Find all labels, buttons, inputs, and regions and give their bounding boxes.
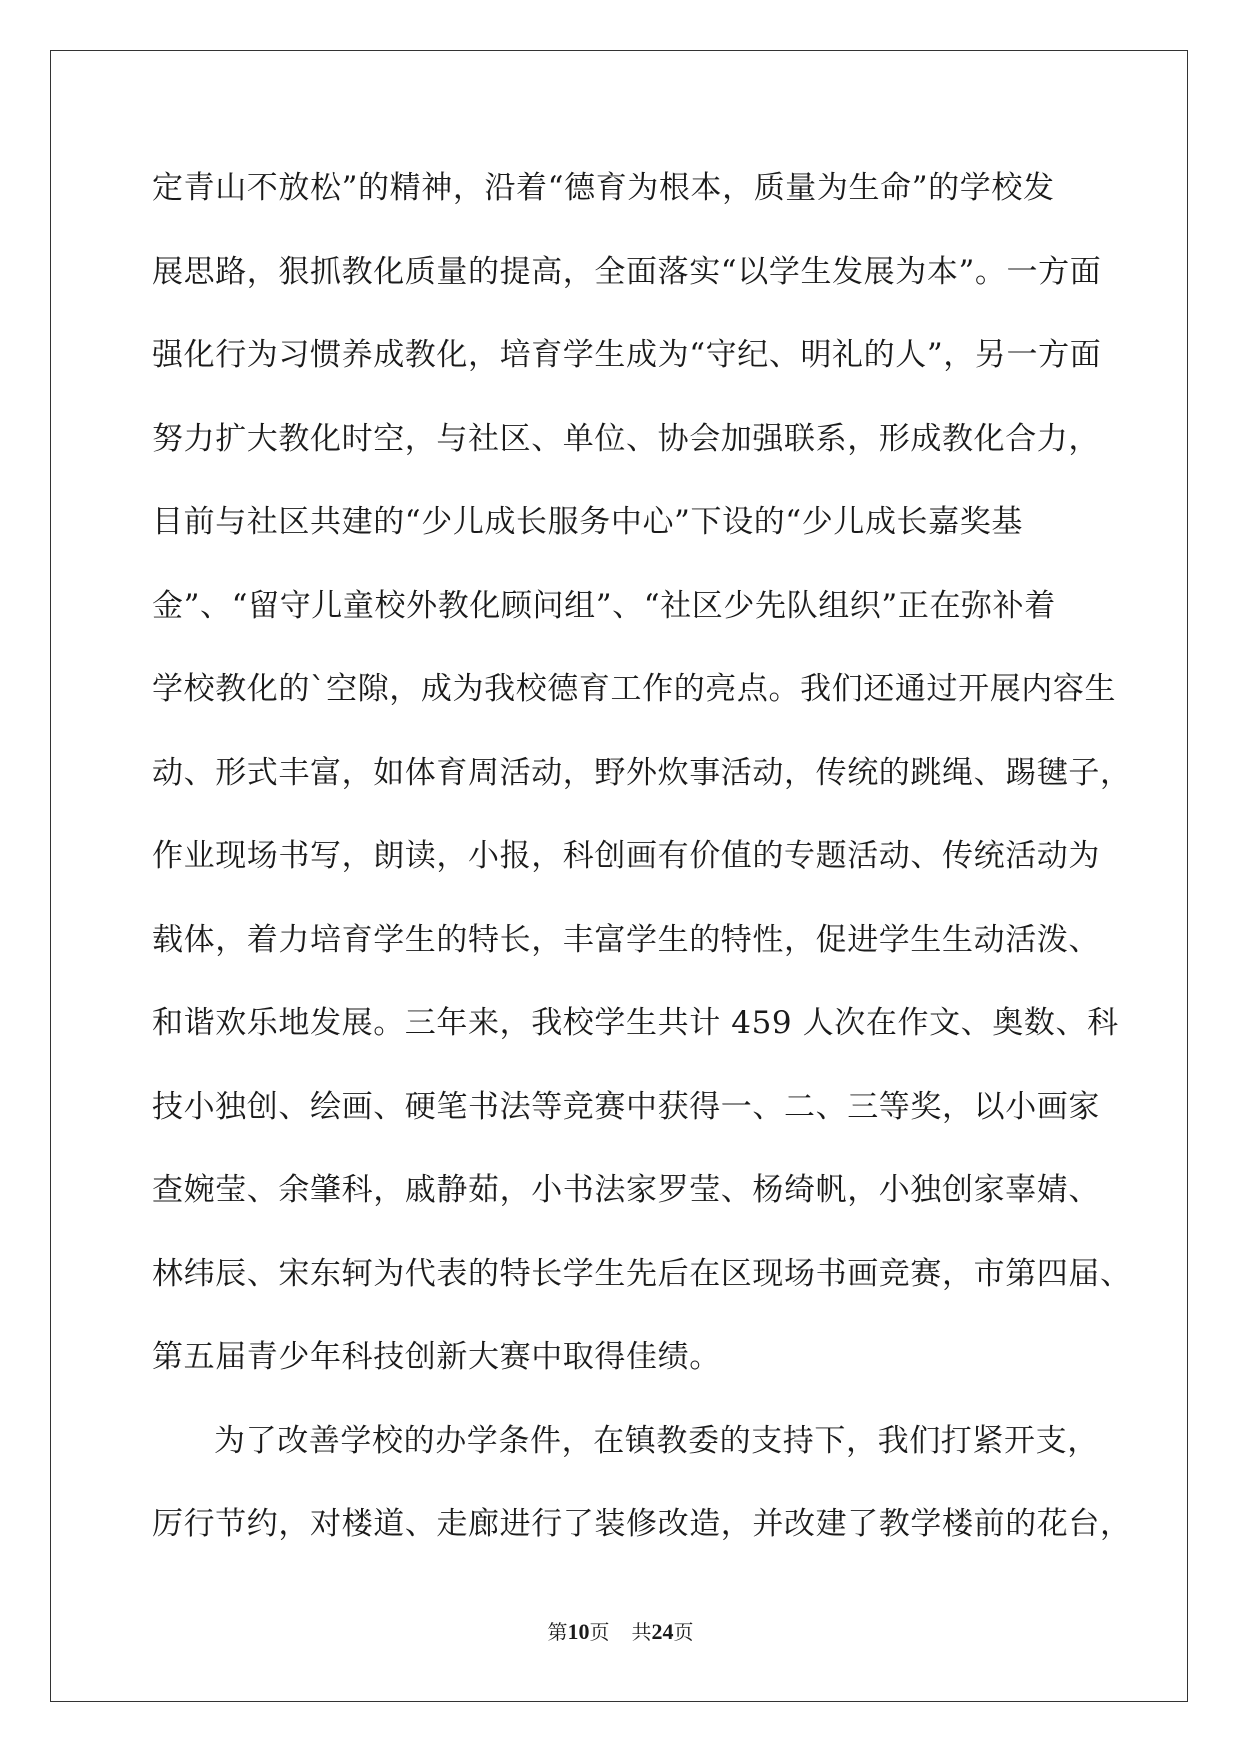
text-line: 和谐欢乐地发展。三年来，我校学生共计 459 人次在作文、奥数、科 <box>152 1005 1119 1041</box>
text-line: 载体，着力培育学生的特长，丰富学生的特性，促进学生生动活泼、 <box>152 921 1100 958</box>
text-line: 动、形式丰富，如体育周活动，野外炊事活动，传统的跳绳、踢毽子， <box>152 754 1132 791</box>
paragraph-start-line: 为了改善学校的办学条件，在镇教委的支持下，我们打紧开支， <box>214 1422 1099 1459</box>
text-line: 目前与社区共建的“少儿成长服务中心”下设的“少儿成长嘉奖基 <box>152 504 1023 540</box>
total-pages: 24 <box>651 1619 674 1644</box>
text-line: 学校教化的`空隙，成为我校德育工作的亮点。我们还通过开展内容生 <box>152 671 1117 707</box>
page-footer <box>0 1619 1241 1645</box>
page-prefix: 第 <box>547 1620 568 1644</box>
text-line: 查婉莹、余肇科，戚静茹，小书法家罗莹、杨绮帆，小独创家辜婧、 <box>152 1172 1100 1208</box>
text-line: 作业现场书写，朗读，小报，科创画有价值的专题活动、传统活动为 <box>152 838 1100 874</box>
text-line: 厉行节约，对楼道、走廊进行了装修改造，并改建了教学楼前的花台， <box>152 1506 1132 1542</box>
text-line: 强化行为习惯养成教化，培育学生成为“守纪、明礼的人”，另一方面 <box>152 337 1102 373</box>
text-line: 第五届青少年科技创新大赛中取得佳绩。 <box>152 1339 721 1375</box>
text-line: 展思路，狠抓教化质量的提高，全面落实“以学生发展为本”。一方面 <box>152 253 1102 290</box>
text-line: 努力扩大教化时空，与社区、单位、协会加强联系，形成教化合力， <box>152 420 1100 457</box>
page-number: 10 <box>567 1619 590 1644</box>
text-line: 金”、“留守儿童校外教化顾问组”、“社区少先队组织”正在弥补着 <box>152 587 1056 624</box>
total-prefix: 共 <box>631 1620 652 1644</box>
total-suffix: 页 <box>673 1620 694 1644</box>
text-line: 定青山不放松”的精神，沿着“德育为根本，质量为生命”的学校发 <box>152 170 1055 206</box>
document-body <box>152 159 1132 1579</box>
text-line: 林纬辰、宋东轲为代表的特长学生先后在区现场书画竞赛，市第四届、 <box>152 1255 1132 1292</box>
text-line: 技小独创、绘画、硬笔书法等竞赛中获得一、二、三等奖，以小画家 <box>152 1088 1100 1125</box>
page-suffix: 页 <box>589 1620 610 1644</box>
